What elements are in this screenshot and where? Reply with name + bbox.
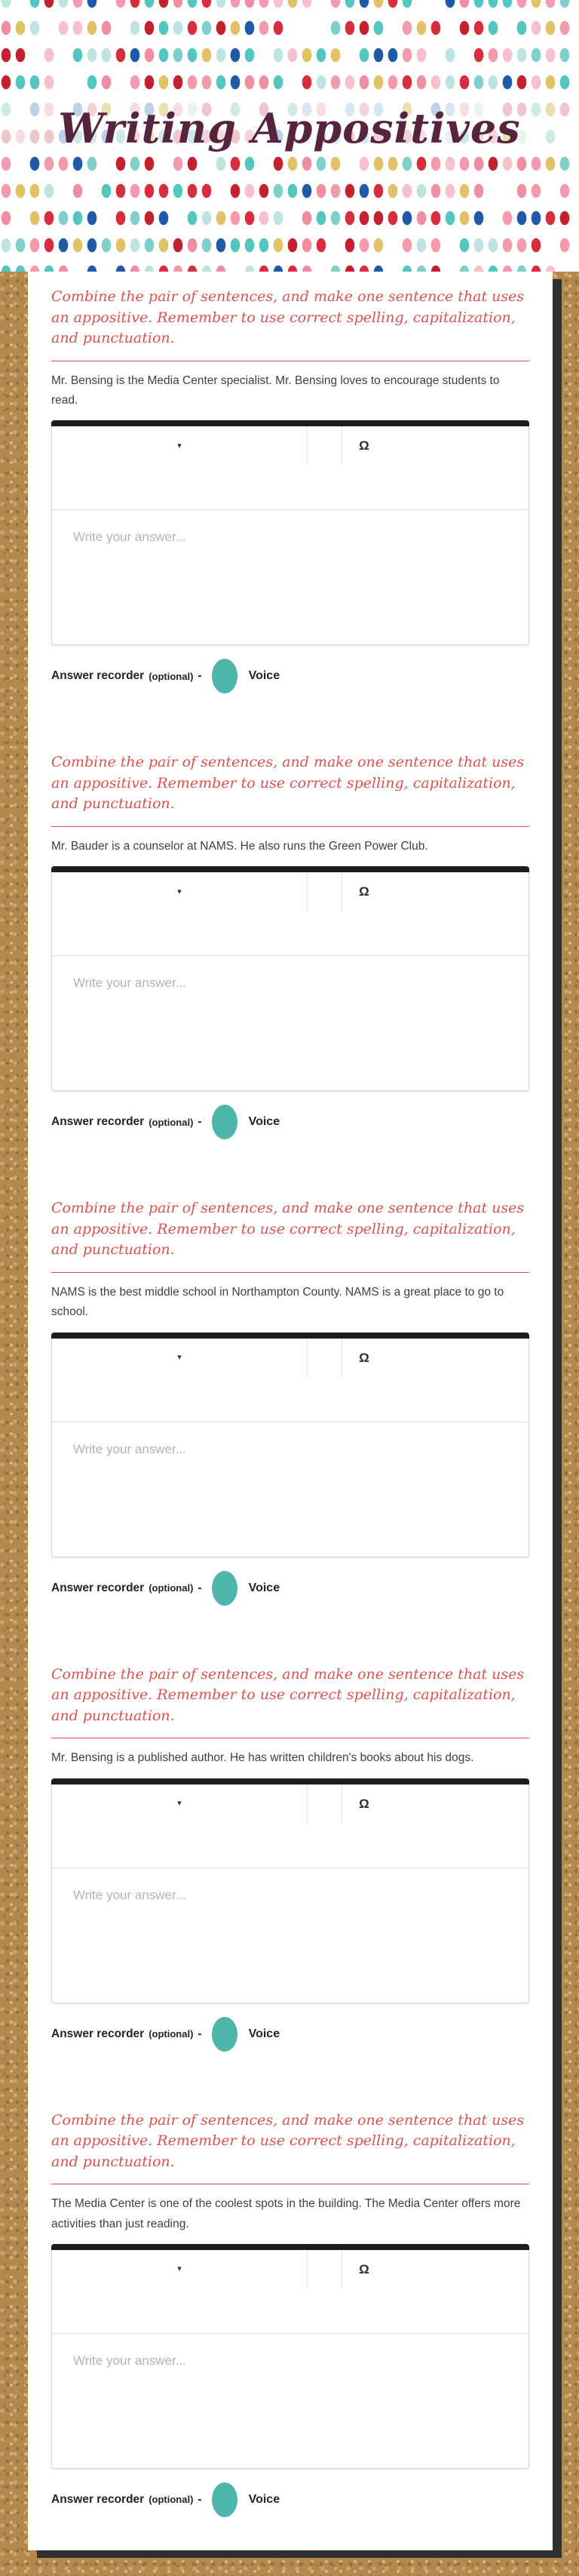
worksheet-header	[0, 0, 579, 272]
editor-toolbar	[52, 1339, 528, 1378]
question-section-3	[51, 1198, 529, 1605]
recorder-dash: -	[198, 2027, 202, 2040]
voice-label: Voice	[248, 2027, 280, 2040]
toolbar-empty-row	[52, 911, 528, 956]
recorder-label: Answer recorder	[51, 2492, 145, 2506]
voice-label: Voice	[248, 1115, 280, 1129]
editor-top-border	[51, 1778, 529, 1784]
special-characters-button[interactable]	[342, 872, 386, 911]
recorder-label: Answer recorder	[51, 669, 145, 683]
answer-recorder-row	[51, 2017, 529, 2052]
omega-icon: Ω	[359, 884, 369, 899]
editor-top-border	[51, 1333, 529, 1339]
special-characters-button[interactable]	[342, 1339, 386, 1378]
recorder-dash: -	[198, 2492, 202, 2506]
divider-line	[51, 826, 529, 827]
editor-toolbar	[52, 426, 528, 466]
question-sentence: Mr. Bensing is the Media Center specialist. Mr. Bensing loves to encourage students to read.	[51, 373, 500, 407]
recorder-dash: -	[198, 1115, 202, 1129]
answer-editor	[51, 2244, 529, 2469]
question-instructions: Combine the pair of sentences, and make one sentence that uses an appositive. Remember to use correct spelling, capitalization, and punctuation.	[51, 288, 525, 347]
voice-label: Voice	[248, 2492, 280, 2506]
answer-recorder-row	[51, 1105, 529, 1139]
paragraph-format-dropdown[interactable]	[52, 872, 307, 911]
chevron-down-icon: ▾	[177, 887, 182, 896]
question-section-4	[51, 1665, 529, 2052]
worksheet-paper	[28, 272, 553, 2550]
chevron-down-icon: ▾	[177, 1799, 182, 1809]
question-sentence: NAMS is the best middle school in Northampton County. NAMS is a great place to go to school.	[51, 1285, 504, 1319]
answer-input[interactable]	[52, 956, 528, 1090]
paragraph-format-dropdown[interactable]	[52, 1784, 307, 1824]
answer-recorder-row	[51, 1571, 529, 1606]
question-instructions: Combine the pair of sentences, and make one sentence that uses an appositive. Remember to use correct spelling, capitalization, and punctuation.	[51, 1200, 525, 1259]
special-characters-button[interactable]	[342, 2250, 386, 2289]
toolbar-spacer	[308, 1339, 342, 1378]
chevron-down-icon: ▾	[177, 441, 182, 450]
toolbar-empty-row	[52, 2289, 528, 2334]
answer-input[interactable]	[52, 510, 528, 644]
answer-input[interactable]	[52, 1422, 528, 1557]
question-section-5	[51, 2110, 529, 2517]
omega-icon: Ω	[359, 2261, 369, 2276]
answer-input[interactable]	[52, 2334, 528, 2468]
toolbar-spacer	[308, 1784, 342, 1824]
answer-editor	[51, 1333, 529, 1557]
paragraph-format-dropdown[interactable]	[52, 2250, 307, 2289]
toolbar-empty-row	[52, 466, 528, 510]
recorder-label: Answer recorder	[51, 1581, 145, 1594]
editor-top-border	[51, 420, 529, 426]
editor-top-border	[51, 866, 529, 872]
divider-line	[51, 1272, 529, 1273]
question-section-2	[51, 752, 529, 1139]
special-characters-button[interactable]	[342, 426, 386, 466]
voice-record-button[interactable]	[212, 2482, 237, 2517]
recorder-label: Answer recorder	[51, 1115, 145, 1129]
answer-recorder-row	[51, 659, 529, 693]
answer-recorder-row	[51, 2482, 529, 2517]
question-sentence: Mr. Bensing is a published author. He has written children's books about his dogs.	[51, 1751, 474, 1765]
toolbar-empty-row	[52, 1378, 528, 1422]
omega-icon: Ω	[359, 438, 369, 453]
answer-editor	[51, 420, 529, 645]
voice-record-button[interactable]	[212, 2017, 237, 2052]
question-instructions: Combine the pair of sentences, and make one sentence that uses an appositive. Remember to use correct spelling, capitalization, and punctuation.	[51, 1665, 525, 1724]
recorder-optional-label: (optional)	[149, 1116, 194, 1128]
question-instructions: Combine the pair of sentences, and make one sentence that uses an appositive. Remember to use correct spelling, capitalization, and punctuation.	[51, 2111, 525, 2170]
voice-record-button[interactable]	[212, 1571, 237, 1606]
answer-input[interactable]	[52, 1868, 528, 2003]
toolbar-spacer	[308, 426, 342, 466]
chevron-down-icon: ▾	[177, 2264, 182, 2274]
recorder-label: Answer recorder	[51, 2027, 145, 2040]
voice-record-button[interactable]	[212, 659, 237, 693]
editor-toolbar	[52, 1784, 528, 1824]
worksheet-title: Writing Appositives	[58, 104, 521, 152]
question-section-1	[51, 287, 529, 693]
corkboard-background	[0, 272, 579, 2576]
question-sentence: Mr. Bauder is a counselor at NAMS. He also runs the Green Power Club.	[51, 839, 428, 853]
voice-label: Voice	[248, 1581, 280, 1594]
question-sentence: The Media Center is one of the coolest spots in the building. The Media Center offers more activities than just reading.	[51, 2197, 521, 2230]
recorder-dash: -	[198, 1581, 202, 1594]
recorder-dash: -	[198, 669, 202, 683]
answer-editor	[51, 1778, 529, 2003]
special-characters-button[interactable]	[342, 1784, 386, 1824]
chevron-down-icon: ▾	[177, 1353, 182, 1363]
recorder-optional-label: (optional)	[149, 670, 194, 682]
editor-top-border	[51, 2244, 529, 2250]
editor-toolbar	[52, 2250, 528, 2289]
toolbar-spacer	[308, 2250, 342, 2289]
voice-record-button[interactable]	[212, 1105, 237, 1139]
paragraph-format-dropdown[interactable]	[52, 426, 307, 466]
editor-toolbar	[52, 872, 528, 911]
voice-label: Voice	[248, 669, 280, 683]
recorder-optional-label: (optional)	[149, 2494, 194, 2506]
recorder-optional-label: (optional)	[149, 2028, 194, 2040]
question-instructions: Combine the pair of sentences, and make one sentence that uses an appositive. Remember to use correct spelling, capitalization, and punctuation.	[51, 754, 525, 813]
toolbar-spacer	[308, 872, 342, 911]
toolbar-empty-row	[52, 1824, 528, 1868]
answer-editor	[51, 866, 529, 1091]
paragraph-format-dropdown[interactable]	[52, 1339, 307, 1378]
recorder-optional-label: (optional)	[149, 1582, 194, 1594]
omega-icon: Ω	[359, 1796, 369, 1811]
omega-icon: Ω	[359, 1350, 369, 1365]
